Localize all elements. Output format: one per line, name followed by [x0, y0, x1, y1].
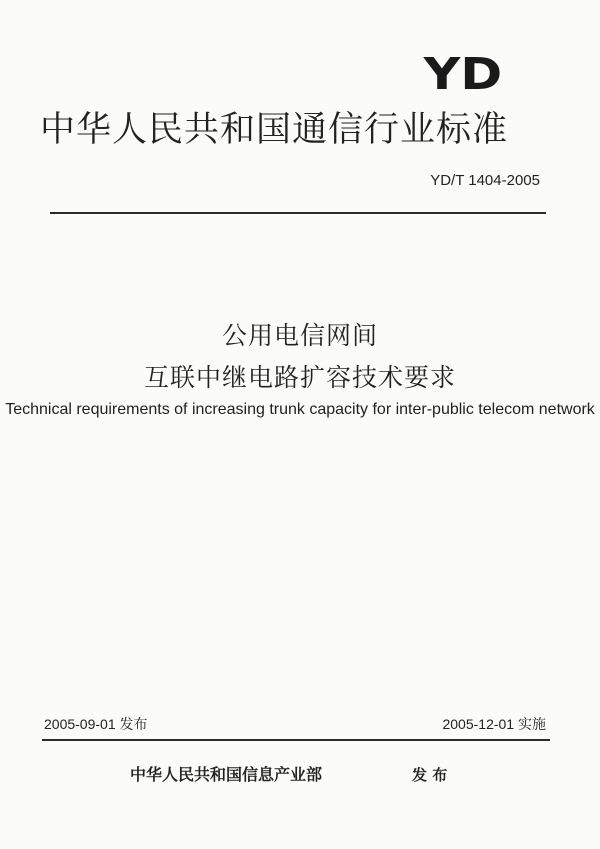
document-title-line2: 互联中继电路扩容技术要求: [143, 363, 456, 392]
standard-category-title: 中华人民共和国通信行业标准: [40, 110, 509, 150]
issue-date: 2005-09-01 发布: [44, 716, 148, 732]
publisher-name: 中华人民共和国信息产业部: [130, 765, 323, 784]
document-title-english: Technical requirements of increasing trunk capacity for inter-public telecom network: [5, 401, 595, 418]
header-divider: [50, 212, 546, 214]
implement-date: 2005-12-01 实施: [442, 716, 546, 732]
standard-number: YD/T 1404-2005: [430, 172, 540, 189]
document-title-line1: 公用电信网间: [221, 321, 378, 350]
footer-divider: [42, 739, 550, 741]
yd-logo: YD: [423, 48, 503, 100]
publish-label: 发 布: [412, 766, 448, 784]
